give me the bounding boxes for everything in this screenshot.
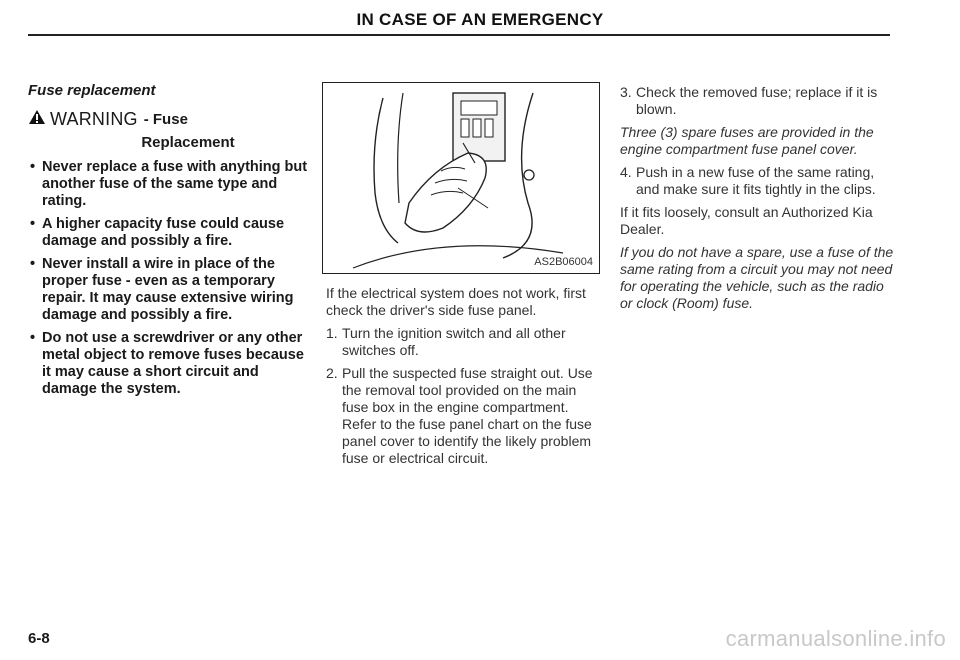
page-header: IN CASE OF AN EMERGENCY (356, 10, 604, 29)
warning-item: • Never install a wire in place of the proper fuse - even as a temporary repair. It may cause extensive wiring damage and possibly a fire. (28, 256, 308, 324)
warning-title: - Fuse (143, 111, 188, 128)
steps-list (326, 325, 602, 467)
step-text: Push in a new fuse of the same rating, and make sure it fits tightly in the clips. (636, 164, 876, 197)
section-title: Fuse replacement (28, 82, 156, 99)
no-spare-note: If you do not have a spare, use a fuse of the same rating from a circuit you may not need for operating the vehicle, such as the radio or clock (Room) fuse. (620, 244, 894, 311)
warning-label: WARNING (50, 109, 138, 129)
step-item (620, 84, 898, 118)
step-number: 1. (326, 325, 338, 341)
spare-fuse-note: Three (3) spare fuses are provided in the engine compartment fuse panel cover. (620, 124, 874, 157)
step-text: Turn the ignition switch and all other switches off. (342, 325, 566, 358)
step-text: Pull the suspected fuse straight out. Use the removal tool provided on the main fuse box in the engine compartment. Refer to the fuse panel chart on the fuse panel cover to identify the likely problem fuse or electrical circuit. (342, 365, 593, 466)
step-text: Check the removed fuse; replace if it is blown. (636, 84, 878, 117)
step-item (620, 164, 898, 198)
dealer-paragraph: If it fits loosely, consult an Authorized Kia Dealer. (620, 204, 873, 237)
right-column (620, 84, 898, 318)
middle-column (326, 285, 602, 473)
warning-subtitle: Replacement (141, 134, 235, 151)
fuse-panel-illustration (322, 82, 600, 274)
step-item (326, 325, 602, 359)
warning-list (28, 159, 308, 398)
step-item (326, 365, 602, 467)
header-rule (28, 34, 890, 36)
warning-item: • A higher capacity fuse could cause damage and possibly a fire. (28, 216, 308, 250)
watermark: carmanualsonline.info (725, 626, 946, 651)
warning-triangle-icon (28, 109, 46, 130)
fuse-panel-drawing (323, 83, 599, 273)
warning-item: • Never replace a fuse with anything but another fuse of the same type and rating. (28, 159, 308, 210)
figure-code: AS2B06004 (534, 256, 593, 268)
left-column (28, 82, 308, 404)
step-number: 2. (326, 365, 338, 381)
page-number: 6-8 (28, 630, 50, 647)
step-number: 4. (620, 164, 632, 180)
warning-item: • Do not use a screwdriver or any other metal object to remove fuses because it may cause a short circuit and damage the system. (28, 330, 308, 398)
warning-heading (28, 109, 308, 130)
intro-paragraph: If the electrical system does not work, first check the driver's side fuse panel. (326, 285, 586, 318)
step-number: 3. (620, 84, 632, 100)
